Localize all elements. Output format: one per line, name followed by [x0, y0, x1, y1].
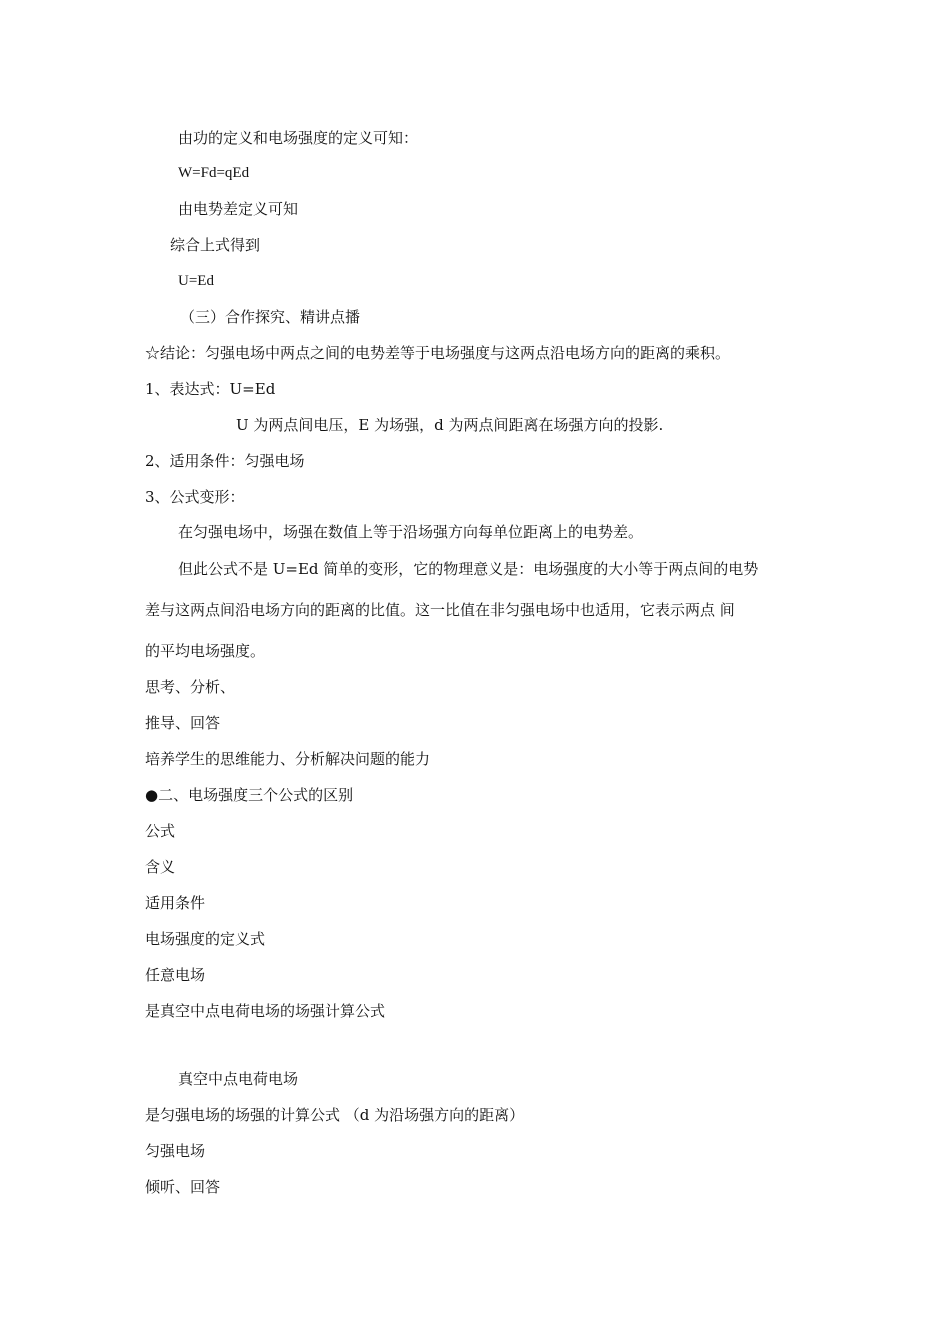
text-line-expression: 1、表达式：U=Ed	[145, 380, 276, 398]
text-line-combine: 综合上式得到	[170, 236, 261, 254]
section-heading-cooperative: （三）合作探究、精讲点播	[180, 308, 361, 326]
text-line-uniform-formula: 是匀强电场的场强的计算公式 （d 为沿场强方向的距离）	[145, 1106, 525, 1124]
text-line-formula: 公式	[145, 822, 176, 840]
text-line-meaning-3: 的平均电场强度。	[145, 642, 266, 660]
text-line-definition-formula: 电场强度的定义式	[145, 930, 266, 948]
text-line-derive: 推导、回答	[145, 714, 221, 732]
text-line-meaning: 含义	[145, 858, 176, 876]
text-line-transformation: 3、公式变形：	[145, 488, 245, 506]
formula-u-ed: U=Ed	[178, 273, 214, 289]
text-line-conclusion: ☆结论：匀强电场中两点之间的电势差等于电场强度与这两点沿电场方向的距离的乘积。	[145, 344, 731, 362]
text-line-condition: 2、适用条件：匀强电场	[145, 452, 305, 470]
text-line-any-field: 任意电场	[145, 966, 206, 984]
text-line-uniform-field: 在匀强电场中，场强在数值上等于沿场强方向每单位距离上的电势差。	[178, 523, 644, 541]
text-line-think: 思考、分析、	[145, 678, 236, 696]
text-line-applicable: 适用条件	[145, 894, 206, 912]
text-line-meaning-2: 差与这两点间沿电场方向的距离的比值。这一比值在非匀强电场中也适用，它表示两点 间	[145, 601, 735, 619]
text-line-meaning-1: 但此公式不是 U=Ed 简单的变形，它的物理意义是：电场强度的大小等于两点间的电势	[178, 560, 759, 578]
text-line-variables: U 为两点间电压，E 为场强，d 为两点间距离在场强方向的投影.	[236, 416, 664, 434]
text-line-point-charge-field: 真空中点电荷电场	[178, 1070, 299, 1088]
text-line-point-charge-formula: 是真空中点电荷电场的场强计算公式	[145, 1002, 386, 1020]
formula-work: W=Fd=qEd	[178, 165, 250, 181]
text-line-cultivate: 培养学生的思维能力、分析解决问题的能力	[145, 750, 431, 768]
text-line-listen: 倾听、回答	[145, 1178, 221, 1196]
text-line-work-definition: 由功的定义和电场强度的定义可知：	[178, 129, 419, 147]
text-line-potential-difference: 由电势差定义可知	[178, 200, 299, 218]
text-line-uniform-field-2: 匀强电场	[145, 1142, 206, 1160]
section-heading-three-formulas: ●二、电场强度三个公式的区别	[145, 786, 354, 804]
